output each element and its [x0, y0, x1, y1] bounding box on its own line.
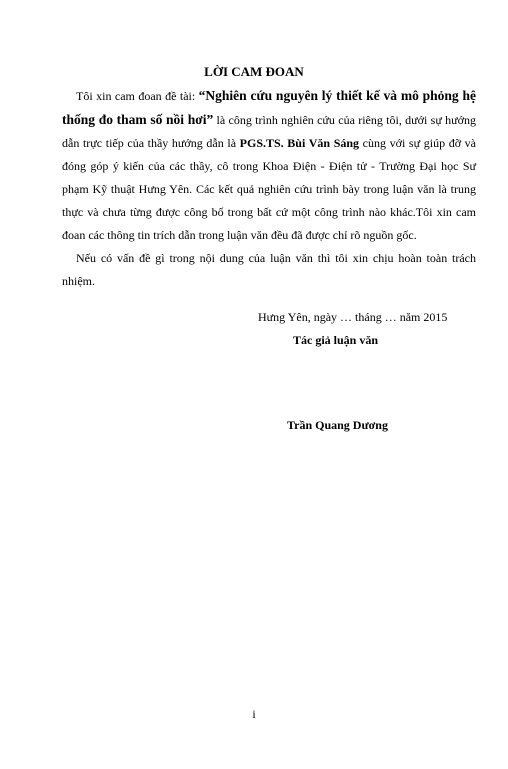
declaration-paragraph-2: Nếu có vấn đề gì trong nội dung của luận văn thì tôi xin chịu hoàn toàn trách nhiệm.: [62, 251, 476, 288]
signer-role: Tác giả luận văn: [293, 333, 379, 347]
signer-name: Trần Quang Dương: [287, 418, 388, 432]
paragraph-rest: cùng với sự giúp đỡ và đóng góp ý kiến của các thầy, cô trong Khoa Điện - Điện tử - Trường Đại học Sư phạm Kỹ thuật Hưng Yên. Các kết quả nghiên cứu trình bày trong luận văn là trung thực và chưa từng được công bố trong bất cứ một công trình nào khác.Tôi xin cam đoan các thông tin trích dẫn trong luận văn đều đã được chỉ rõ nguồn gốc.: [62, 136, 476, 242]
date-line: Hưng Yên, ngày … tháng … năm 2015: [258, 310, 448, 324]
declaration-body: [62, 84, 476, 293]
thesis-topic: “Nghiên cứu nguyên lý thiết kế và mô phỏng hệ thống đo tham số nồi hơi”: [62, 88, 476, 127]
page-title: LỜI CAM ĐOAN: [204, 64, 304, 79]
advisor-name: PGS.TS. Bùi Văn Sáng: [239, 136, 360, 150]
paragraph-intro: Tôi xin cam đoan đề tài:: [76, 89, 199, 103]
declaration-paragraph-1: [62, 84, 476, 247]
page-number: i: [252, 707, 256, 721]
paragraph-mid: là công trình nghiên cứu của riêng tôi, dưới sự hướng dẫn trực tiếp của thầy hướng dẫn là: [62, 113, 477, 150]
